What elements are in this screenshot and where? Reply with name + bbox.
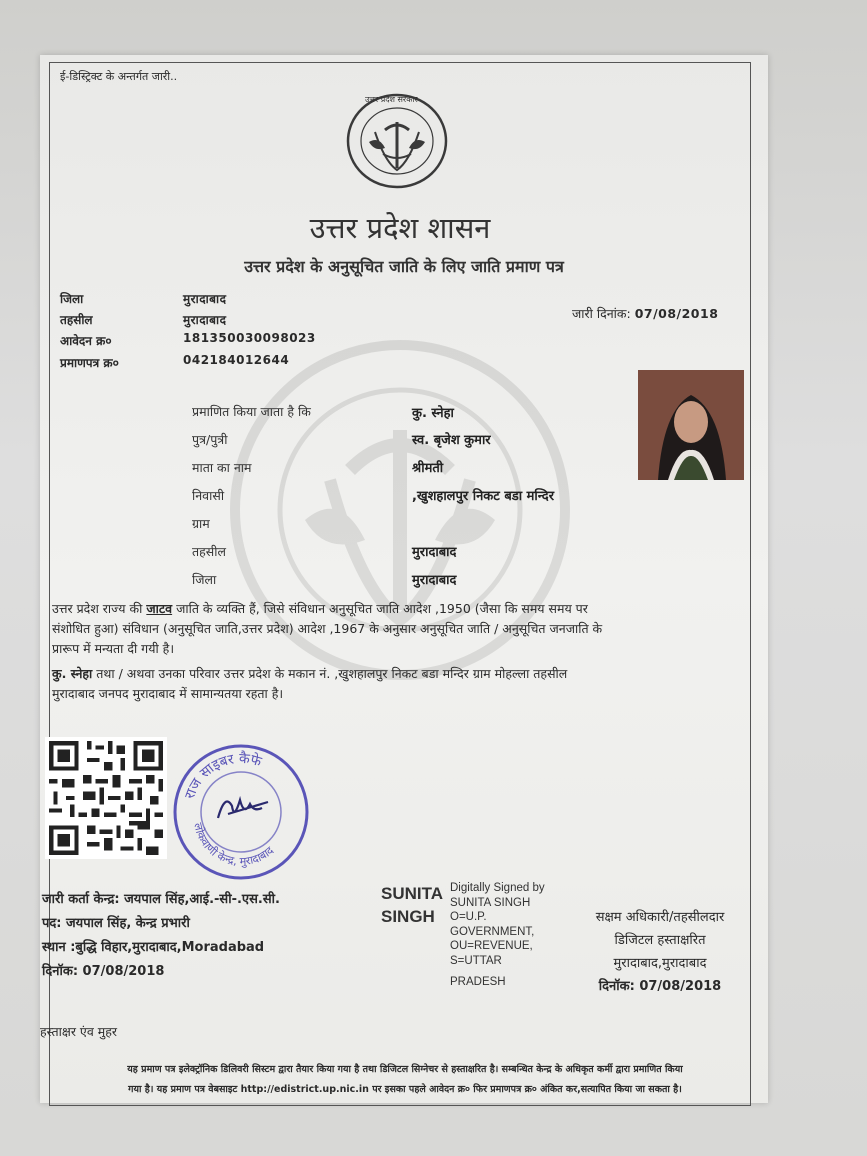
field-parent-value: स्व. बृजेश कुमार (412, 433, 491, 448)
tehsil-value: मुरादाबाद (183, 313, 227, 327)
authority-title: सक्षम अधिकारी/तहसीलदार (595, 910, 725, 925)
field-district-label: जिला (192, 572, 217, 587)
issue-date-label: जारी दिनांक: (572, 306, 631, 321)
residence-paragraph (52, 664, 742, 704)
field-certified-label: प्रमाणित किया जाता है कि (192, 404, 311, 419)
district-label: जिला (60, 292, 84, 306)
field-resident-label: निवासी (192, 488, 225, 503)
issuer-block (42, 888, 280, 984)
emblem-text: उत्तर प्रदेश सरकार (365, 95, 418, 104)
para2-text-a: तथा / अथवा उनका परिवार उत्तर प्रदेश के मकान नं. ,खुशहालपुर निकट बडा मन्दिर ग्राम मोहल्ला तहसील (92, 666, 568, 681)
authority-date: दिनॉक: 07/08/2018 (598, 979, 722, 994)
district-value: मुरादाबाद (183, 292, 227, 306)
para1-text-a: उत्तर प्रदेश राज्य की (52, 601, 147, 616)
para1-text-b: जाति के व्यक्ति हैं, जिसे संविधान अनुसूचित जाति आदेश ,1950 (जैसा कि समय समय पर (172, 601, 588, 616)
signer-name-1: SUNITA (381, 884, 444, 903)
issuer-center: जारी कर्ता केन्द्र: जयपाल सिंह,आई.-सी-.एस.सी. (42, 892, 280, 907)
issuer-date: दिनॉक: 07/08/2018 (42, 964, 165, 979)
stamp-text-top: राज साइबर कैफे (182, 750, 264, 802)
digsig-line4: GOVERNMENT, (450, 925, 535, 938)
field-tehsil-value: मुरादाबाद (412, 545, 457, 560)
stamp-text-bottom: लोकवाणी केन्द्र, मुरादाबाद (191, 821, 277, 869)
footer-line1: यह प्रमाण पत्र इलेक्ट्रॉनिक डिलिवरी सिस्टम द्वारा तैयार किया गया है तथा डिजिटल सिग्नेचर से हस्ताक्षरित है। सम्बन्धित केन्द्र के अधिकृत कर्मी द्वारा प्रमाणित किया (127, 1064, 683, 1075)
issue-date (572, 305, 718, 322)
issuer-place: स्थान :बुद्धि विहार,मुरादाबाद,Moradabad (42, 940, 265, 955)
field-mother-value: श्रीमती (412, 461, 444, 476)
footer-line2: गया है। यह प्रमाण पत्र वेबसाइट http://edistrict.up.nic.in पर इसका पहले आवेदन क्र० फिर प्रमाणपत्र क्र० अंकित कर,सत्यापित किया जा सकता है। (128, 1084, 682, 1095)
page-title: उत्तर प्रदेश शासन (309, 211, 491, 245)
para2-name: कु. स्नेहा (52, 666, 93, 681)
official-stamp-icon (170, 738, 312, 880)
header-note: ई-डिस्ट्रिक्ट के अन्तर्गत जारी.. (60, 70, 178, 83)
field-resident-value: ,खुशहालपुर निकट बडा मन्दिर (412, 489, 555, 504)
application-no-value: 181350030098023 (183, 331, 316, 345)
tehsil-label: तहसील (60, 313, 93, 327)
issue-date-value: 07/08/2018 (634, 306, 719, 321)
digsig-line5: OU=REVENUE, (450, 940, 533, 952)
field-certified-value: कु. स्नेहा (412, 406, 454, 421)
page-subtitle: उत्तर प्रदेश के अनुसूचित जाति के लिए जाति प्रमाण पत्र (244, 257, 564, 276)
digsig-line6: S=UTTAR (450, 954, 502, 967)
authority-signed: डिजिटल हस्ताक्षरित (614, 933, 706, 948)
authority-block (572, 906, 748, 998)
caste-value: जाटव (146, 601, 173, 616)
svg-text:राज साइबर कैफे (182, 750, 264, 801)
field-village-label: ग्राम (192, 516, 210, 531)
digital-signature-details (450, 881, 545, 990)
state-emblem-icon (345, 92, 449, 190)
application-no-label: आवेदन क्र० (60, 334, 112, 348)
signer-name-2: SINGH (381, 907, 435, 926)
digital-signer-name (381, 882, 443, 928)
caste-paragraph (52, 599, 742, 659)
digsig-line7: PRADESH (450, 976, 506, 988)
digsig-line2: SUNITA SINGH (450, 896, 531, 909)
field-district-value: मुरादाबाद (412, 573, 457, 588)
certificate-no-label: प्रमाणपत्र क्र० (60, 356, 119, 370)
digsig-line1: Digitally Signed by (450, 882, 545, 894)
applicant-photo (638, 370, 744, 480)
digsig-line3: O=U.P. (450, 911, 487, 923)
authority-place: मुरादाबाद,मुरादाबाद (613, 956, 707, 971)
field-mother-label: माता का नाम (192, 460, 252, 475)
issuer-designation: पद: जयपाल सिंह, केन्द्र प्रभारी (42, 916, 190, 931)
sign-seal-label: हस्ताक्षर एंव मुहर (40, 1024, 117, 1039)
field-parent-label: पुत्र/पुत्री (192, 432, 228, 447)
field-tehsil-label: तहसील (192, 544, 226, 559)
qr-code (45, 737, 167, 859)
para1-line3: प्रारूप में मन्यता दी गयी है। (52, 641, 175, 656)
certificate-no-value: 042184012644 (183, 353, 290, 367)
para1-line2: संशोधित हुआ) संविधान (अनुसूचित जाति,उत्तर प्रदेश) आदेश ,1967 के अनुसार अनुसूचित जाति / अनुसूचित जनजाति के (52, 621, 603, 636)
para2-line2: मुरादाबाद जनपद मुरादाबाद में सामान्यतया रहता है। (52, 686, 284, 701)
